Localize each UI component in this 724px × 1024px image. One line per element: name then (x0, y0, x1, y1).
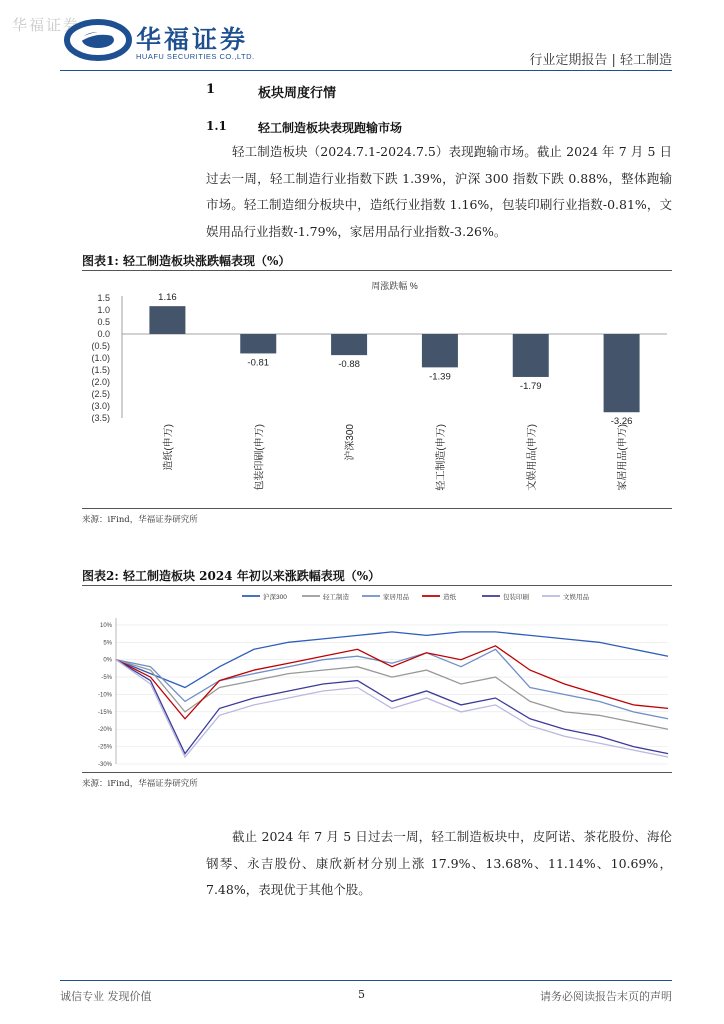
line-chart-y-tick-label: -15% (97, 709, 112, 716)
line-chart-y-tick-label: -10% (97, 692, 112, 699)
ytd-change-line-chart (82, 588, 672, 770)
line-chart-y-tick-label: 0% (103, 657, 112, 664)
line-chart-y-tick-label: -5% (101, 675, 112, 682)
bar-chart-y-tick-label: (2.5) (91, 389, 110, 399)
figure2-source: 来源：iFind，华福证券研究所 (82, 779, 198, 789)
bar-value-label: -0.81 (247, 357, 270, 369)
section-number: 1 (206, 82, 216, 97)
bar-5 (604, 334, 640, 412)
subsection-number: 1.1 (206, 119, 227, 133)
legend-label: 包装印刷 (503, 594, 529, 601)
logo-english-name: HUAFU SECURITIES CO.,LTD. (136, 52, 255, 61)
line-chart-y-tick-label: -20% (97, 727, 112, 734)
bar-category-label: 文娱用品(申万) (526, 424, 538, 491)
bar-chart-y-tick-label: 1.5 (97, 293, 110, 303)
legend-label: 造纸 (443, 594, 456, 601)
logo-chinese-name: 华福证券 (136, 25, 249, 54)
bar-3 (422, 334, 458, 367)
figure1-top-rule (82, 270, 672, 271)
footer-disclaimer: 请务必阅读报告末页的声明 (540, 990, 672, 1003)
legend-label: 家居用品 (383, 594, 409, 601)
header-divider (60, 70, 672, 71)
bar-0 (149, 306, 185, 334)
bar-value-label: 1.16 (158, 292, 177, 304)
line-chart-y-tick-label: 5% (103, 640, 112, 647)
bar-chart-title: 周涨跌幅 % (371, 281, 418, 291)
figure2-bottom-rule (82, 772, 672, 773)
bar-category-label: 造纸(申万) (163, 424, 175, 471)
figure2-title: 图表2: 轻工制造板块 2024 年初以来涨跌幅表现（%） (82, 569, 381, 583)
section-title: 板块周度行情 (258, 86, 337, 101)
bar-2 (331, 334, 367, 355)
legend-label: 沪深300 (263, 594, 287, 601)
stocks-paragraph: 截止 2024 年 7 月 5 日过去一周，轻工制造板块中，皮阿诺、茶花股份、海伦钢琴、永吉股份、康欣新材分别上涨 17.9%、13.68%、11.14%、10.69%，7.48%，表现优于其他个股。 (206, 829, 672, 897)
bar-chart-y-tick-label: (2.0) (91, 377, 110, 387)
bar-chart-y-tick-label: (0.5) (91, 341, 110, 351)
document-type: 行业定期报告 | 轻工制造 (529, 53, 672, 68)
summary-paragraph: 轻工制造板块（2024.7.1-2024.7.5）表现跑输市场。截止 2024 年 7 月 5 日过去一周，轻工制造行业指数下跌 1.39%，沪深 300 指数下跌 0.88%，整体跑输市场。轻工制造细分板块中，造纸行业指数 1.16%，包装印刷行业指数-0.81%，文娱用品行业指数-1.79%，家居用品行业指数-3.26%。 (206, 144, 672, 239)
huafu-logo-icon (64, 18, 132, 62)
figure2-top-rule (82, 585, 672, 586)
page-number: 5 (358, 988, 365, 1001)
bar-chart-y-tick-label: (3.5) (91, 413, 110, 423)
line-chart-y-tick-label: -25% (97, 744, 112, 751)
bar-chart-y-tick-label: 0.0 (97, 329, 110, 339)
bar-value-label: -1.79 (519, 380, 542, 392)
bar-4 (513, 334, 549, 377)
figure1-source: 来源：iFind，华福证券研究所 (82, 515, 198, 525)
subsection-title: 轻工制造板块表现跑输市场 (258, 121, 403, 135)
bar-chart-y-tick-label: 1.0 (97, 305, 110, 315)
bar-1 (240, 334, 276, 353)
bar-chart-y-tick-label: (1.0) (91, 353, 110, 363)
figure1-bottom-rule (82, 508, 672, 509)
bar-value-label: -0.88 (338, 359, 360, 371)
line-chart-y-tick-label: -30% (97, 762, 112, 768)
line-series-5 (116, 660, 668, 757)
footer-divider (60, 980, 672, 981)
bar-category-label: 轻工制造(申万) (435, 424, 447, 491)
line-chart-y-tick-label: 10% (99, 622, 112, 629)
weekly-change-bar-chart (82, 274, 672, 506)
bar-category-label: 包装印刷(申万) (254, 424, 266, 491)
bar-value-label: -3.26 (610, 416, 633, 428)
figure1-title: 图表1: 轻工制造板块涨跌幅表现（%） (82, 254, 291, 268)
bar-value-label: -1.39 (429, 371, 451, 383)
legend-label: 文娱用品 (563, 594, 589, 601)
bar-category-label: 沪深300 (345, 424, 357, 461)
bar-chart-y-tick-label: (1.5) (91, 365, 110, 375)
watermark-text: 华福证券 (12, 16, 81, 34)
footer-slogan: 诚信专业 发现价值 (60, 990, 152, 1003)
legend-label: 轻工制造 (323, 594, 349, 601)
bar-chart-y-tick-label: (3.0) (91, 401, 110, 411)
bar-chart-y-tick-label: 0.5 (97, 317, 110, 327)
bar-category-label: 家居用品(申万) (617, 424, 629, 491)
